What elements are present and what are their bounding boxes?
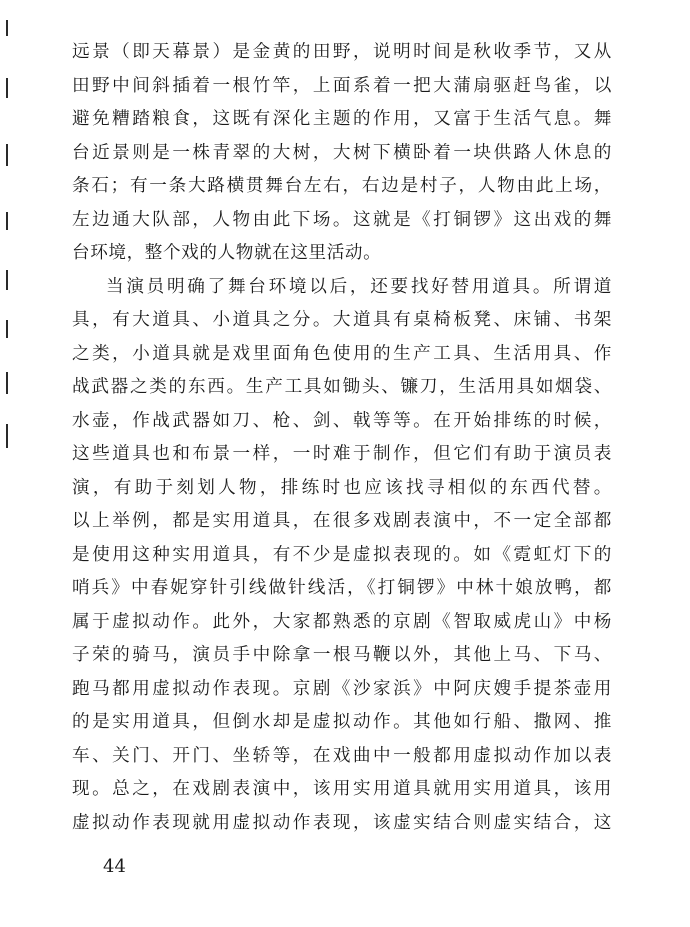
text-line: 远景（即天幕景）是金黄的田野，说明时间是秋收季节，又从: [72, 42, 612, 62]
text-line: 条石；有一条大路横贯舞台左右，右边是村子，人物由此上场，: [72, 176, 612, 196]
margin-mark: [6, 320, 8, 338]
margin-mark: [6, 78, 8, 98]
text-line: 以上举例，都是实用道具，在很多戏剧表演中，不一定全部都: [72, 511, 612, 531]
margin-mark: [6, 212, 8, 230]
margin-mark: [6, 20, 8, 36]
text-line: 这些道具也和布景一样，一时难于制作，但它们有助于演员表: [72, 444, 612, 464]
body-text: [72, 36, 612, 840]
margin-mark: [6, 270, 8, 290]
text-line: 台近景则是一株青翠的大树，大树下横卧着一块供路人休息的: [72, 142, 612, 163]
text-line: 哨兵》中春妮穿针引线做针线活，《打铜锣》中林十娘放鸭，都: [72, 578, 612, 598]
text-line: 水壶，作战武器如刀、枪、剑、戟等等。在开始排练的时候，: [72, 410, 612, 431]
margin-mark: [6, 144, 8, 166]
text-line: 战武器之类的东西。生产工具如锄头、镰刀，生活用具如烟袋、: [72, 377, 612, 397]
text-line: 车、关门、开门、坐轿等，在戏曲中一般都用虚拟动作加以表: [72, 745, 612, 766]
text-line: 具，有大道具、小道具之分。大道具有桌椅板凳、床铺、书架: [72, 310, 612, 330]
page-number: 44: [103, 856, 126, 877]
text-line: 当演员明确了舞台环境以后，还要找好替用道具。所谓道: [106, 276, 612, 297]
text-line: 虚拟动作表现就用虚拟动作表现，该虚实结合则虚实结合，这: [72, 812, 612, 833]
text-line: 是使用这种实用道具，有不少是虚拟表现的。如《霓虹灯下的: [72, 544, 612, 565]
text-line: 避免糟踏粮食，这既有深化主题的作用，又富于生活气息。舞: [72, 109, 612, 129]
text-line: 田野中间斜插着一根竹竿，上面系着一把大蒲扇驱赶鸟雀，以: [72, 75, 612, 96]
text-line: 台环境，整个戏的人物就在这里活动。: [72, 243, 382, 263]
text-line: 演，有助于刻划人物，排练时也应该找寻相似的东西代替。: [72, 477, 612, 498]
margin-marks: [6, 20, 10, 450]
margin-mark: [6, 372, 8, 394]
margin-mark: [6, 424, 8, 448]
text-line: 之类，小道具就是戏里面角色使用的生产工具、生活用具、作: [72, 343, 612, 364]
text-line: 属于虚拟动作。此外，大家都熟悉的京剧《智取威虎山》中杨: [72, 611, 612, 632]
text-line: 的是实用道具，但倒水却是虚拟动作。其他如行船、撒网、推: [72, 712, 612, 732]
text-line: 跑马都用虚拟动作表现。京剧《沙家浜》中阿庆嫂手提茶壶用: [72, 678, 612, 699]
text-line: 现。总之，在戏剧表演中，该用实用道具就用实用道具，该用: [72, 779, 612, 799]
text-line: 子荣的骑马，演员手中除拿一根马鞭以外，其他上马、下马、: [72, 645, 612, 665]
text-line: 左边通大队部，人物由此下场。这就是《打铜锣》这出戏的舞: [72, 209, 612, 230]
